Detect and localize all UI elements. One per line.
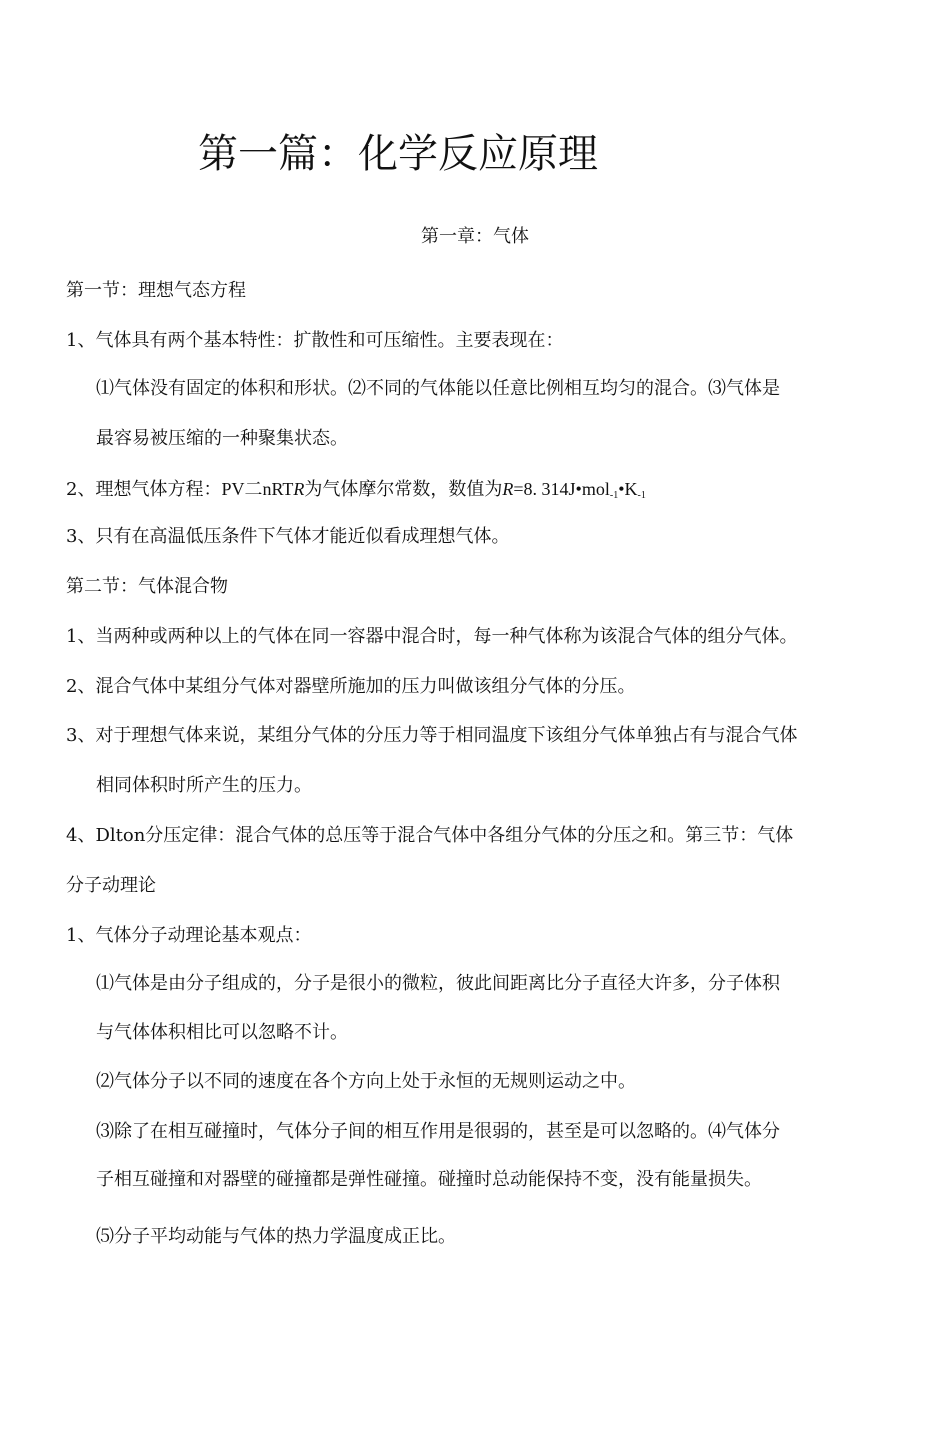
paragraph-2-3-line-b: 相同体积时所产生的压力。 — [96, 775, 312, 796]
paragraph-ideal-gas-equation — [66, 476, 646, 503]
list-item-3-3-b: 子相互碰撞和对器壁的碰撞都是弹性碰撞。碰撞时总动能保持不变，没有能量损失。 — [96, 1169, 762, 1190]
paragraph-2-1: 1、当两种或两种以上的气体在同一容器中混合时，每一种气体称为该混合气体的组分气体。 — [66, 626, 798, 647]
paragraph-2-3-line-a: 3、对于理想气体来说，某组分气体的分压力等于相同温度下该组分气体单独占有与混合气体 — [66, 725, 798, 746]
list-item-3-3-a: ⑶除了在相互碰撞时，气体分子间的相互作用是很弱的，甚至是可以忽略的。⑷气体分 — [96, 1121, 780, 1142]
paragraph-1-3: 3、只有在高温低压条件下气体才能近似看成理想气体。 — [66, 526, 510, 547]
page-title: 第一篇：化学反应原理 — [198, 131, 598, 177]
equation-description: 为气体摩尔常数，数值为 — [304, 479, 503, 500]
paragraph-2-4-line-b: 分子动理论 — [66, 875, 156, 896]
chapter-heading: 第一章：气体 — [421, 226, 529, 247]
equation-value: =8. 314J•mol — [513, 479, 610, 499]
equation-r-symbol: R — [293, 479, 305, 499]
paragraph-2-4-line-a: 4、Dlton分压定律：混合气体的总压等于混合气体中各组分气体的分压之和。第三节：气体 — [66, 825, 794, 846]
unit-exponent-1: -1 — [609, 490, 619, 501]
section-heading-2: 第二节：气体混合物 — [66, 576, 228, 597]
list-item-3-5: ⑸分子平均动能与气体的热力学温度成正比。 — [96, 1226, 456, 1247]
paragraph-1-1-line-b: 最容易被压缩的一种聚集状态。 — [96, 428, 348, 449]
paragraph-1-1: 1、气体具有两个基本特性：扩散性和可压缩性。主要表现在： — [66, 330, 564, 351]
equation-formula: PV二nRT — [221, 479, 294, 499]
paragraph-2-2: 2、混合气体中某组分气体对器壁所施加的压力叫做该组分气体的分压。 — [66, 676, 636, 697]
unit-kelvin: •K — [618, 479, 638, 499]
section-heading-1: 第一节：理想气态方程 — [66, 280, 246, 301]
equation-r-symbol-2: R — [502, 479, 514, 499]
paragraph-3-1: 1、气体分子动理论基本观点： — [66, 925, 312, 946]
list-item-3-2: ⑵气体分子以不同的速度在各个方向上处于永恒的无规则运动之中。 — [96, 1071, 636, 1092]
equation-prefix: 2、理想气体方程： — [66, 479, 222, 500]
list-item-3-1-a: ⑴气体是由分子组成的，分子是很小的微粒，彼此间距离比分子直径大许多，分子体积 — [96, 973, 780, 994]
unit-exponent-2: -1 — [637, 490, 646, 501]
list-item-3-1-b: 与气体体积相比可以忽略不计。 — [96, 1022, 348, 1043]
paragraph-1-1-line-a: ⑴气体没有固定的体积和形状。⑵不同的气体能以任意比例相互均匀的混合。⑶气体是 — [96, 378, 780, 399]
